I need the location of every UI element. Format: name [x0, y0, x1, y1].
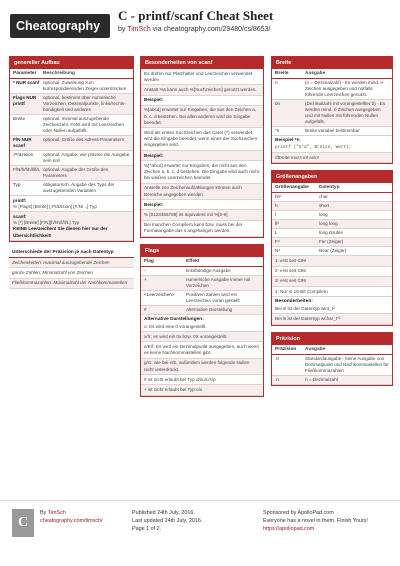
- table-row: [272, 238, 392, 247]
- row-value: Standardausgabe - keine Ausgabe von Dezimalpunkt und Nachkommastellen für Fließkommazahlen: [305, 355, 389, 373]
- row-value: Alternative Darstellung: [186, 307, 233, 313]
- column-header: Flag: [144, 259, 154, 265]
- row-key: +: [144, 277, 147, 283]
- row-value: obligatorisch. Angabe des Typs der auszugebenden Variablen: [43, 182, 115, 193]
- table-body: [141, 267, 263, 315]
- row-key: .n: [275, 376, 279, 382]
- table-header: [141, 257, 263, 267]
- section-groessenangaben: [271, 170, 393, 325]
- table-row: [272, 127, 392, 136]
- row-key: F/N/h/hh/l/ll/L: [13, 167, 41, 172]
- page-header: [0, 0, 400, 52]
- list-item: e/E/f: Es wird ein Dezimalpunkt ausgegeben, auch wenn es keine Nachkommastellen gibt.: [141, 342, 263, 358]
- row-key: n: [275, 80, 278, 85]
- column-3: [271, 56, 393, 392]
- table-row: [141, 276, 263, 291]
- paragraph: Beispiel:: [141, 200, 263, 210]
- column-header: Präzision: [275, 346, 297, 352]
- row-value: numerische Ausgabe immer mit Vorzeichen: [186, 277, 251, 289]
- list-item: Bei sl ist der Datentyp wint_t²: [272, 304, 392, 314]
- code-example: printf ("%*d", Breite, Wert);: [272, 143, 392, 153]
- table-row: [272, 211, 392, 220]
- paragraph: Anstatt %s kann auch %[Suchzeichen] genutzt werden.: [141, 85, 263, 95]
- list-item: + ist nicht erlaubt bei Typ o/x: [141, 385, 263, 395]
- row-value: Far (Zeiger): [319, 239, 344, 245]
- row-key: hh¹: [275, 194, 282, 200]
- section-praezision: [271, 332, 393, 386]
- scanf-syntax: % [*] [Breite] [F/N][h/hh/l/ll/L] Typ: [13, 220, 80, 226]
- footnote: 3: erst seit C99: [272, 277, 392, 287]
- table-header: [10, 69, 133, 79]
- list-item: o: Es wird eine 0 vorangestellt.: [141, 322, 263, 332]
- author-avatar: C: [12, 509, 34, 537]
- author-link[interactable]: TimSch: [47, 510, 66, 516]
- row-key: L: [275, 230, 278, 236]
- column-header: Beschreibung: [43, 71, 75, 76]
- page-footer: [0, 500, 400, 566]
- footer-author: [40, 509, 103, 525]
- row-key: Breite: [13, 116, 26, 121]
- byline: [118, 26, 273, 33]
- paragraph: Beispiel:: [141, 151, 263, 161]
- content-columns: [9, 56, 392, 492]
- paragraph: %[^abcd] erwartet nur Eingaben, die nicht aus den Zeichen a, b, c, d bestehen. Die Eingabe wird auch nicht bei weißen Leerzeichen beendet.: [141, 161, 263, 184]
- row-value: n = Dezimalzahl: [305, 376, 338, 382]
- list-item: x/X: es wird ein 0x bzw. 0X vorangestellt.: [141, 332, 263, 342]
- footer-sponsor: [263, 509, 383, 533]
- row-key: .0: [275, 355, 279, 361]
- row-key: .Präzision: [13, 152, 34, 157]
- row-key: 0n: [275, 101, 281, 106]
- section-title: Flags: [141, 245, 263, 257]
- paragraph: Beispiel:: [141, 96, 263, 106]
- table-row: [141, 267, 263, 276]
- published-date: Published 24th July, 2016.: [132, 510, 195, 516]
- row-key: *n: [275, 128, 280, 133]
- spacing-note: KEINE Leerzeichen! Sie dienen hier nur der Übersichtlichkeit!: [13, 226, 108, 238]
- table-row: [272, 376, 392, 385]
- column-1: [9, 56, 134, 295]
- title-block: [118, 8, 273, 33]
- author-profile-link[interactable]: cheatography.com/timsch/: [40, 518, 103, 524]
- row-value: Positiven Zahlen wird ein Leerzeichen voran gestellt: [186, 292, 240, 304]
- section-flags: [140, 244, 264, 397]
- column-header: Datentyp: [319, 185, 340, 191]
- table-row: [272, 220, 392, 229]
- row-value: optional. Angabe, wie präzise die Ausgabe sein soll: [43, 152, 130, 163]
- row-key: l: [275, 212, 277, 218]
- column-header: Effekt: [186, 259, 200, 265]
- row-key: ll³: [275, 221, 279, 227]
- row-value: optional. Zuweisung zum korrespondierenden Zeiger unterdrücken: [43, 80, 127, 91]
- table-row: [10, 94, 133, 115]
- table-row: [10, 136, 133, 151]
- column-header: Parameter: [13, 71, 37, 76]
- list-item: # ist nicht erlaubt bei Typ d/i/u/c/s/p: [141, 375, 263, 385]
- sponsor-link[interactable]: https://apollopad.com: [263, 526, 315, 532]
- scanf-label: scanf: % [*] [Breite] [F/N][h/hh/l/ll/L] Typ KEINE Leerzeichen! Sie dienen hier nur der Übersichtlichkeit!: [10, 212, 133, 241]
- section-praezision-unterschiede: [9, 248, 134, 289]
- row-value: Near (Zeiger): [319, 248, 347, 254]
- example-note: //Breite muss int sein!: [272, 153, 392, 163]
- row-key: h: [275, 203, 278, 209]
- row-value: linksbündige Ausgabe: [186, 268, 231, 274]
- table-header: [272, 183, 392, 193]
- row-value: (Dezimalzahl mit vorangestellter 0) - Es werden mind. n Zeichen ausgegeben und mit Nullen mit führenden Nullen aufgefüllt.: [305, 101, 386, 124]
- section-title: Besonderheiten von scanf: [141, 57, 263, 69]
- table-header: [272, 345, 392, 355]
- table-row: [10, 151, 133, 166]
- table-row: [10, 115, 133, 136]
- table-row: [272, 202, 392, 211]
- section-aufbau: [9, 56, 134, 242]
- list-item: Zeichenketten: maximal auszugebende Zeichen: [9, 258, 134, 268]
- alt-title: Alternative Darstellungen:: [144, 317, 204, 323]
- sponsor-label: Sponsored by ApolloPad.com: [263, 510, 334, 516]
- list-item: ganze Zahlen: Minimalzahl von Zeichen: [9, 268, 134, 278]
- column-header: Ausgabe: [305, 71, 326, 76]
- row-value: optional, bestimmt über numerische Vorzeichen, Dezimalpunkte, links/rechts-bündigkeit und anderes: [43, 95, 126, 112]
- table-row: [272, 193, 392, 202]
- paragraph: %[abcd] erwartet nur Eingaben, die aus den Zeichen a, b, c, d bestehen. Bei allen anderen wird die Eingabe beendet.: [141, 106, 263, 129]
- table-row: [272, 79, 392, 100]
- page-number: Page 1 of 2.: [132, 526, 162, 532]
- cheatography-logo[interactable]: Cheatography: [10, 14, 110, 38]
- section-title: Präzision: [272, 333, 392, 345]
- table-row: [272, 100, 392, 127]
- footnote: 4: Nur in 16-Bit Compilern: [272, 287, 392, 297]
- column-2: [140, 56, 264, 403]
- syntax-block: [10, 196, 133, 241]
- table-row: [272, 247, 392, 256]
- row-value: optional. Größe des Adress-Parameters: [43, 137, 124, 142]
- paragraph: Bei manchen Compilern kann bzw. muss bei der Formatangabe das s angehangen werden.: [141, 221, 263, 237]
- row-value: optional. Angabe der Größe des Parameters: [43, 167, 109, 178]
- section-title: Größenangaben: [272, 171, 392, 183]
- table-row: [141, 291, 263, 306]
- footer-dates: [132, 509, 202, 533]
- footnote: 2: erst seit C95: [272, 267, 392, 277]
- list-item: g/G: wie bei e/E, außerdem werden folgende Nullen nicht unterdrückt.: [141, 359, 263, 375]
- list-item: Bei ls ist der Datentyp wchar_t*²: [272, 314, 392, 324]
- table-body: [10, 79, 133, 196]
- row-key: N⁴: [275, 248, 281, 254]
- row-value: long double: [319, 230, 343, 236]
- printf-syntax: % [Flags] [Breite] [.Präzision] [F/N/...] Typ: [13, 203, 97, 209]
- table-header: [272, 69, 392, 79]
- column-header: Größenangabe: [275, 185, 309, 191]
- table-row: [141, 306, 263, 315]
- row-value: optional. minimal auszugebende Zeichenzahl. Fehlt wird mit Leerzeichen oder Nullen aufgefüllt.: [43, 116, 124, 133]
- row-value: Breite variabel bestimmbar: [305, 128, 360, 133]
- row-key: -: [144, 268, 146, 274]
- by-label: By: [40, 510, 48, 516]
- row-key: * NUR scanf: [13, 80, 40, 85]
- table-body: [272, 193, 392, 256]
- sponsor-tagline: Everyone has a novel in them. Finish Yours!: [263, 518, 368, 524]
- table-body: [272, 355, 392, 385]
- table-row: [10, 79, 133, 94]
- row-key: F/N NUR scanf: [13, 137, 32, 148]
- table-body: [272, 79, 392, 136]
- row-key: Flags NUR printf: [13, 95, 37, 106]
- paragraph: Es dürfen nur Platzhalter und Leerzeichen verwendet werden: [141, 69, 263, 85]
- section-breite: [271, 56, 393, 164]
- section-title: genereller Aufbau: [10, 57, 133, 69]
- row-key: <Leerzeichen>: [144, 292, 175, 298]
- column-header: Ausgabe: [305, 346, 326, 352]
- row-key: F⁴: [275, 239, 280, 245]
- row-value: long long: [319, 221, 338, 227]
- row-value: char: [319, 194, 328, 200]
- page-title: C - printf/scanf Cheat Sheet: [118, 8, 274, 23]
- row-key: #: [144, 307, 147, 313]
- updated-date: Last updated 24th July, 2016.: [132, 518, 203, 524]
- footnote: 1: erst seit C99: [272, 256, 392, 266]
- paragraph-list: [141, 69, 263, 237]
- column-header: Breite: [275, 71, 289, 76]
- table-row: [10, 181, 133, 196]
- author-link[interactable]: TimSch: [127, 26, 151, 33]
- paragraph: Anstelle von Zeichenaufzählungen können auch Bereiche angegeben werden.: [141, 184, 263, 200]
- sheet-url[interactable]: via cheatography.com/29480/cs/8653/: [150, 26, 271, 33]
- section-title: Breite: [272, 57, 392, 69]
- row-value: short: [319, 203, 330, 209]
- section-besonderheiten-scanf: [140, 56, 264, 238]
- section-title: Unterschiede der Präzision je nach Datentyp: [9, 248, 134, 258]
- paragraph: Wird als erstes Suchzeichen das Caret (^) verwendet, wird die Eingabe beendet, wenn eines der Suchzeichen eingegeben wird.: [141, 128, 263, 151]
- row-value: long: [319, 212, 328, 218]
- list-item: Fließkommazahlen: Maximalzahl der Nachkommastellen: [9, 279, 134, 289]
- table-row: [272, 355, 392, 376]
- besonderheiten-title: Besonderheiten:: [275, 299, 313, 305]
- byline-by: by: [118, 26, 128, 33]
- example-label: Beispiel *n: [275, 138, 300, 143]
- printf-label: printf: % [Flags] [Breite] [.Präzision] [F/N/...] Typ: [10, 196, 133, 212]
- row-key: Typ: [13, 182, 21, 187]
- table-row: [272, 229, 392, 238]
- paragraph: % [0123456789] ist äquivalent mit %[0-9]: [141, 210, 263, 220]
- table-row: [10, 166, 133, 181]
- row-value: (n = Dezimalzahl) - Es werden mind. n Zeichen ausgegeben und notfalls führende Leerzeichen genutzt.: [305, 80, 383, 97]
